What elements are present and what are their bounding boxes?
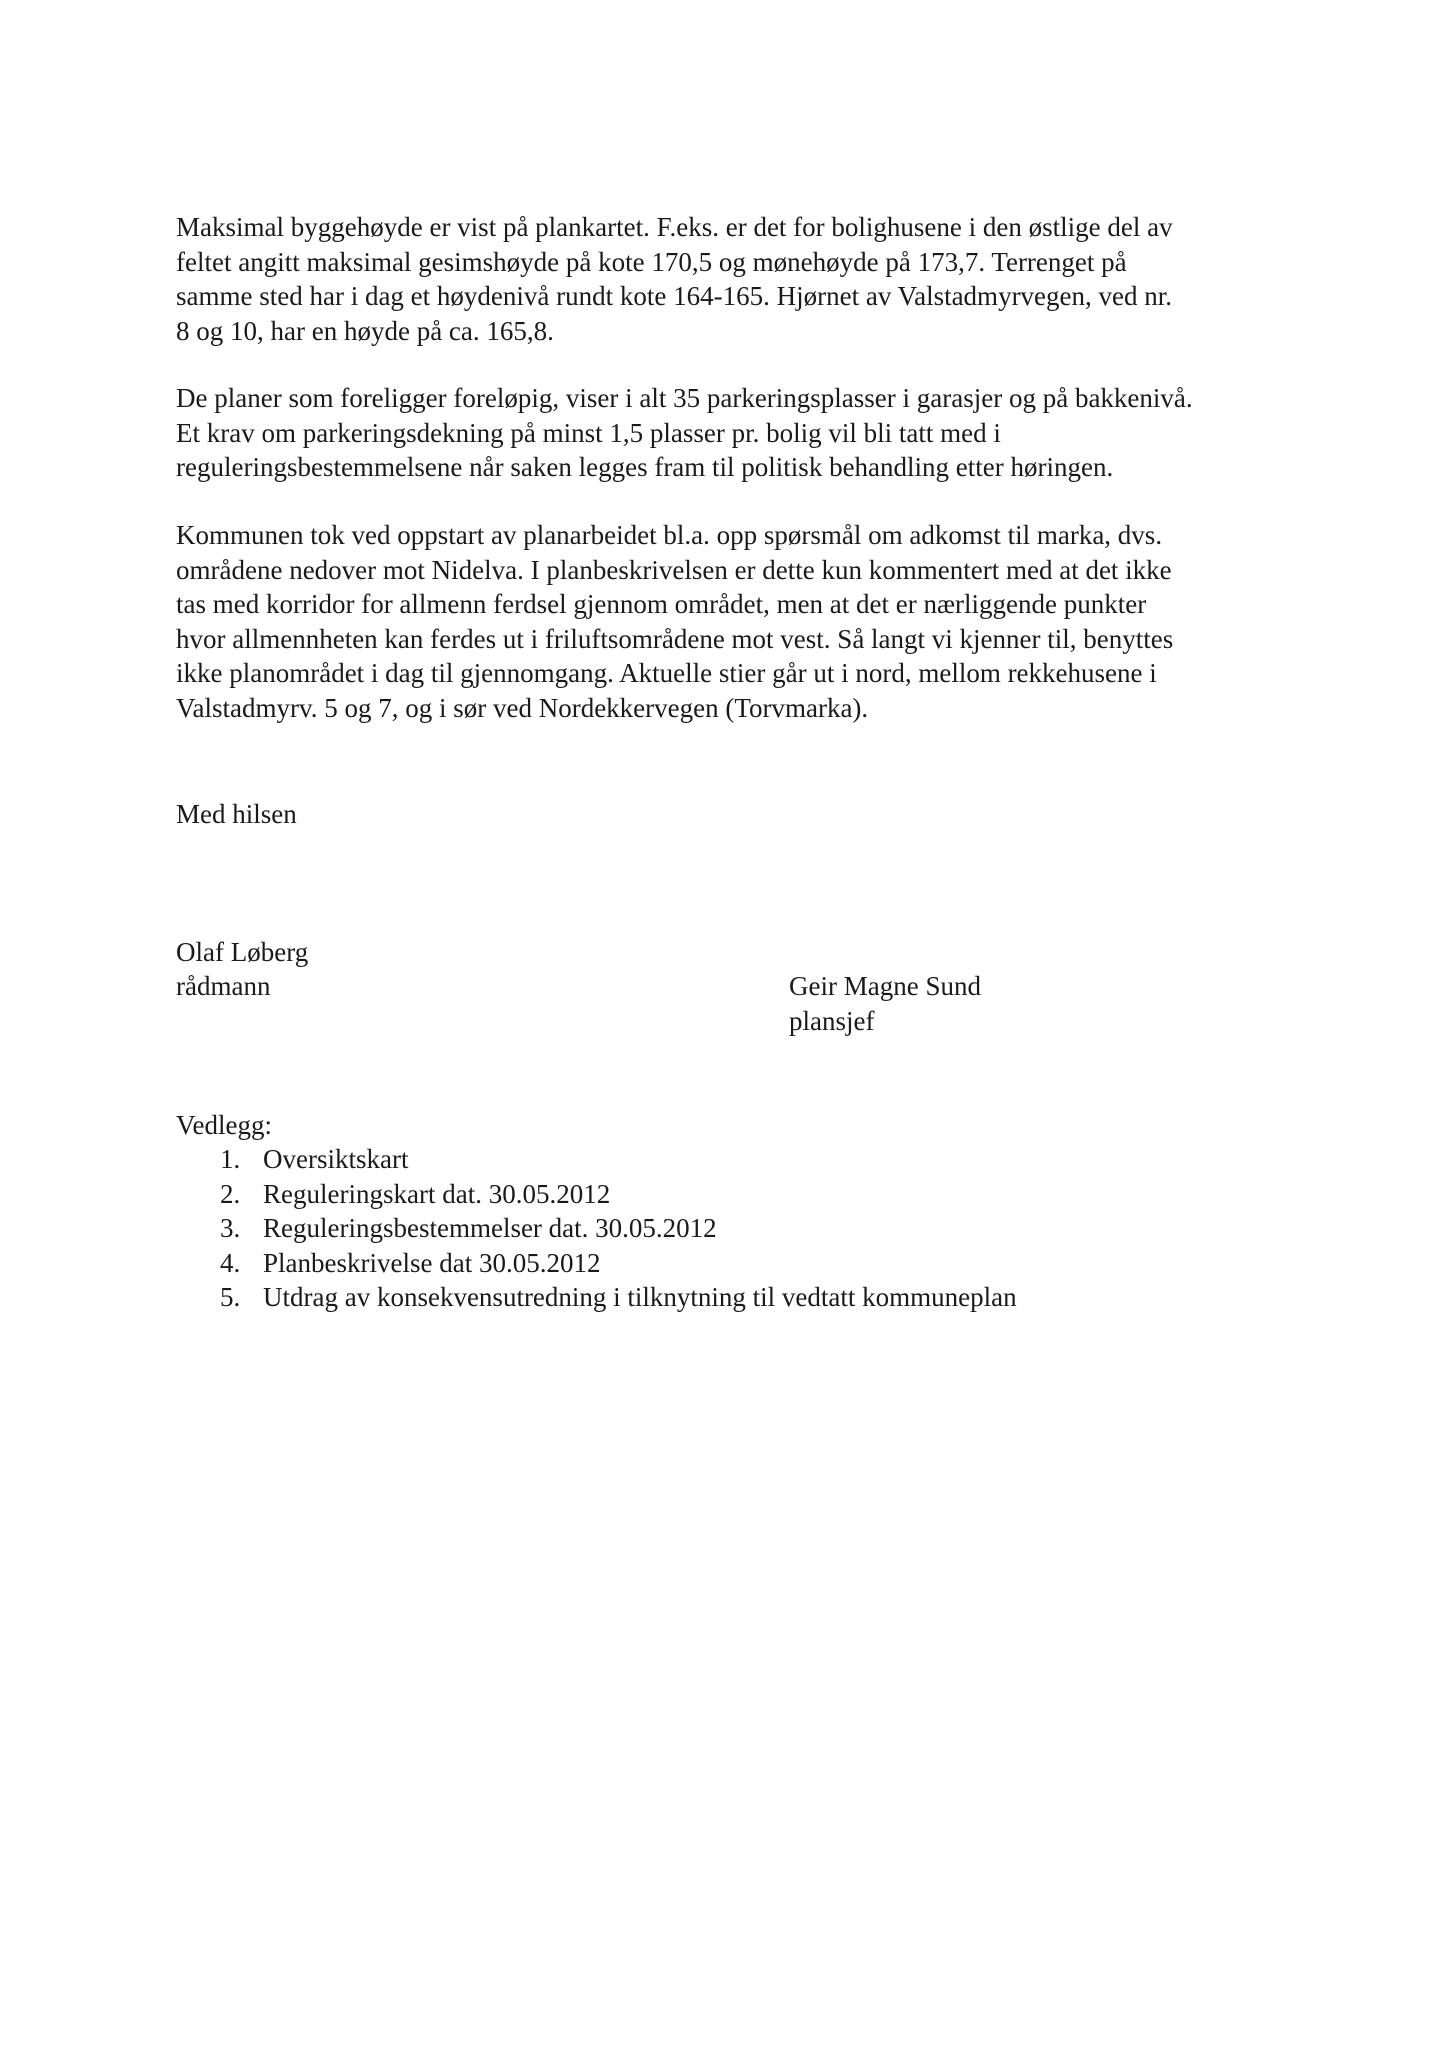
text-line: ikke planområdet i dag til gjennomgang. Aktuelle stier går ut i nord, mellom rekkehusene i: [176, 658, 1157, 688]
signature-right-title: plansjef: [789, 1006, 875, 1036]
attachment-item: [176, 1246, 1017, 1281]
attachment-item: [176, 1280, 1017, 1315]
attachment-item: [176, 1177, 1017, 1212]
text-line: 8 og 10, har en høyde på ca. 165,8.: [176, 315, 554, 346]
closing-greeting: Med hilsen: [176, 799, 297, 829]
text-line: tas med korridor for allmenn ferdsel gjennom området, men at det er nærliggende punkter: [176, 589, 1147, 619]
attachments-heading: Vedlegg:: [176, 1110, 272, 1140]
paragraph-parking: [176, 381, 1316, 485]
attachment-text: Utdrag av konsekvensutredning i tilknytning til vedtatt kommuneplan: [263, 1282, 1017, 1312]
attachments-list: [176, 1142, 1017, 1315]
attachment-number: 3.: [220, 1213, 241, 1243]
text-line: Maksimal byggehøyde er vist på plankartet. F.eks. er det for bolighusene i den østlige del av: [176, 212, 1173, 242]
paragraph-building-height: [176, 210, 1316, 348]
paragraph-access: [176, 518, 1316, 725]
attachment-text: Oversiktskart: [263, 1144, 409, 1174]
text-line: samme sted har i dag et høydenivå rundt kote 164-165. Hjørnet av Valstadmyrvegen, ved nr.: [176, 281, 1173, 311]
text-line: Et krav om parkeringsdekning på minst 1,5 plasser pr. bolig vil bli tatt med i: [176, 417, 1001, 448]
attachment-number: 2.: [220, 1178, 241, 1209]
signature-right-name: Geir Magne Sund: [789, 971, 981, 1001]
text-line: områdene nedover mot Nidelva. I planbeskrivelsen er dette kun kommentert med at det ikke: [176, 554, 1172, 585]
signature-left-title: rådmann: [176, 971, 271, 1001]
text-line: Valstadmyrv. 5 og 7, og i sør ved Nordekkervegen (Torvmarka).: [176, 692, 869, 723]
text-line: feltet angitt maksimal gesimshøyde på kote 170,5 og mønehøyde på 173,7. Terrenget på: [176, 246, 1127, 277]
signature-left-name: Olaf Løberg: [176, 937, 309, 967]
text-line: Kommunen tok ved oppstart av planarbeidet bl.a. opp spørsmål om adkomst til marka, dvs.: [176, 520, 1163, 550]
attachment-number: 1.: [220, 1144, 241, 1174]
attachment-number: 4.: [220, 1247, 241, 1278]
attachment-text: Planbeskrivelse dat 30.05.2012: [263, 1247, 601, 1278]
text-line: reguleringsbestemmelsene når saken legges fram til politisk behandling etter høringen.: [176, 452, 1114, 482]
attachment-item: [176, 1211, 1017, 1246]
text-line: De planer som foreligger foreløpig, viser i alt 35 parkeringsplasser i garasjer og på bakkenivå.: [176, 383, 1193, 413]
text-line: hvor allmennheten kan ferdes ut i friluftsområdene mot vest. Så langt vi kjenner til, benyttes: [176, 623, 1174, 654]
attachment-text: Reguleringsbestemmelser dat. 30.05.2012: [263, 1213, 717, 1243]
attachment-item: [176, 1142, 1017, 1177]
attachment-text: Reguleringskart dat. 30.05.2012: [263, 1178, 611, 1209]
attachment-number: 5.: [220, 1282, 241, 1312]
